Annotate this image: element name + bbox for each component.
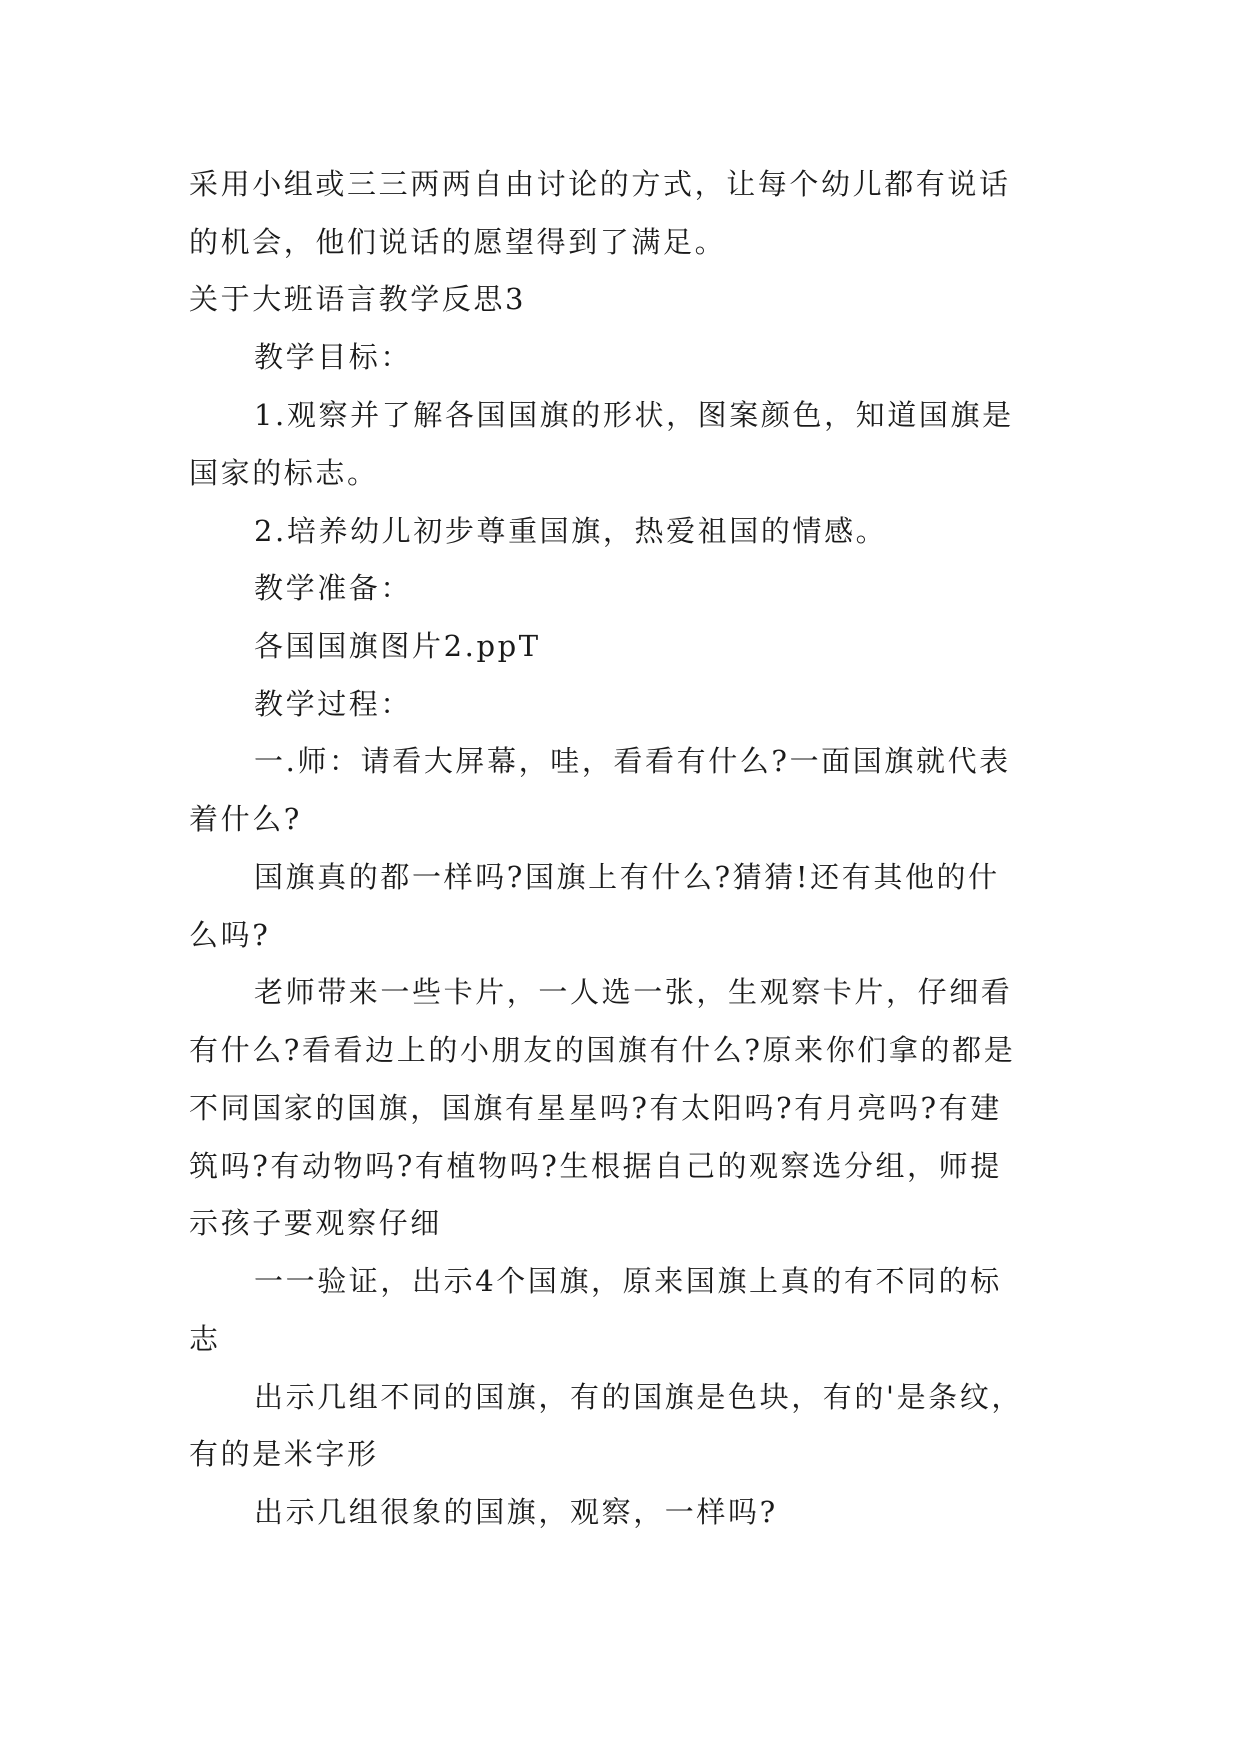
paragraph-line: 各国国旗图片2.ppT xyxy=(254,629,541,663)
paragraph-line: 的机会，他们说话的愿望得到了满足。 xyxy=(189,225,727,259)
paragraph-line: 一.师：请看大屏幕，哇，看看有什么?一面国旗就代表 xyxy=(254,744,1011,778)
paragraph-line: 2.培养幼儿初步尊重国旗，热爱祖国的情感。 xyxy=(254,514,888,548)
paragraph-line: 着什么? xyxy=(189,802,302,836)
section-heading: 关于大班语言教学反思3 xyxy=(189,282,527,316)
subheading-teaching-goals: 教学目标： xyxy=(254,340,413,374)
paragraph-line: 国家的标志。 xyxy=(189,456,379,490)
paragraph-line: 志 xyxy=(189,1322,221,1356)
paragraph-line: 有什么?看看边上的小朋友的国旗有什么?原来你们拿的都是 xyxy=(189,1033,1016,1067)
subheading-preparation: 教学准备： xyxy=(254,571,413,605)
paragraph-line: 么吗? xyxy=(189,918,271,952)
paragraph-line: 老师带来一些卡片，一人选一张，生观察卡片，仔细看 xyxy=(254,975,1013,1009)
paragraph-line: 1.观察并了解各国国旗的形状，图案颜色，知道国旗是 xyxy=(254,398,1014,432)
subheading-process: 教学过程： xyxy=(254,687,413,721)
paragraph-line: 采用小组或三三两两自由讨论的方式，让每个幼儿都有说话 xyxy=(189,167,1011,201)
paragraph-line: 一一验证，出示4个国旗，原来国旗上真的有不同的标 xyxy=(254,1264,1002,1298)
paragraph-line: 不同国家的国旗，国旗有星星吗?有太阳吗?有月亮吗?有建 xyxy=(189,1091,1002,1125)
paragraph-line: 出示几组不同的国旗，有的国旗是色块，有的'是条纹， xyxy=(254,1380,1023,1414)
paragraph-line: 筑吗?有动物吗?有植物吗?生根据自己的观察选分组，师提 xyxy=(189,1149,1002,1183)
paragraph-line: 国旗真的都一样吗?国旗上有什么?猜猜!还有其他的什 xyxy=(254,860,1000,894)
paragraph-line: 出示几组很象的国旗，观察，一样吗? xyxy=(254,1495,778,1529)
paragraph-line: 示孩子要观察仔细 xyxy=(189,1206,442,1240)
paragraph-line: 有的是米字形 xyxy=(189,1437,379,1471)
